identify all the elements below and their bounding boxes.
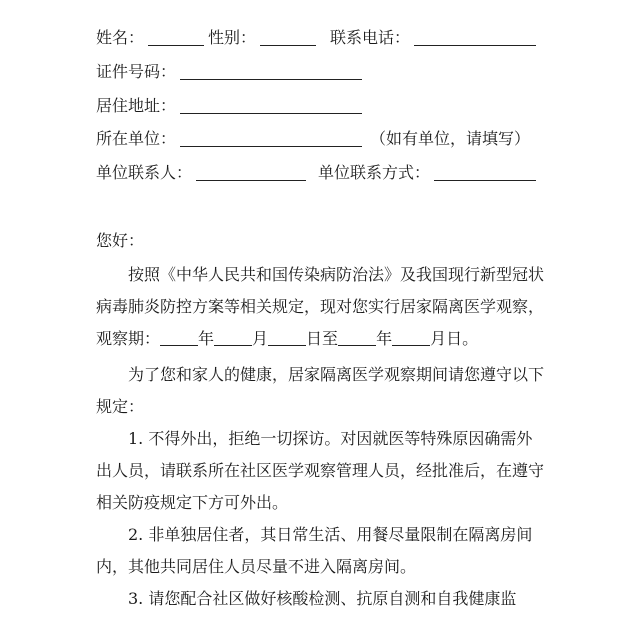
unit-note: （如有单位，请填写） [370, 129, 531, 148]
start-year-unit: 年 [198, 329, 215, 348]
form-row-unit-contact [96, 163, 540, 183]
unit-label: 所在单位： [96, 129, 177, 148]
id-label: 证件号码： [96, 62, 177, 81]
letter-body [96, 225, 548, 615]
observation-text: 按照《中华人民共和国传染病防治法》及我国现行新型冠状病毒肺炎防控方案等相关规定，现对您实行居家隔离医学观察，观察期： [96, 265, 545, 348]
phone-label: 联系电话： [330, 28, 411, 47]
form-row-id [96, 62, 366, 82]
name-blank[interactable] [148, 29, 204, 46]
form-row-unit [96, 129, 530, 149]
start-day-unit: 日至 [306, 329, 339, 348]
unit-contact-method-label: 单位联系方式： [318, 163, 431, 182]
unit-contact-label: 单位联系人： [96, 163, 193, 182]
gender-label: 性别： [208, 28, 257, 47]
unit-blank[interactable] [180, 130, 362, 147]
start-day-blank[interactable] [268, 331, 306, 346]
id-blank[interactable] [180, 63, 362, 80]
greeting: 您好： [96, 231, 145, 250]
address-blank[interactable] [180, 97, 362, 114]
form-row-name [96, 28, 540, 48]
unit-contact-blank[interactable] [196, 164, 306, 181]
gender-blank[interactable] [260, 29, 316, 46]
form-row-address [96, 96, 366, 116]
end-month-unit: 月 [430, 329, 447, 348]
paragraph-observation [96, 259, 548, 355]
unit-contact-method-blank[interactable] [434, 164, 536, 181]
rule-1: 1. 不得外出，拒绝一切探访。对因就医等特殊原因确需外出人员，请联系所在社区医学观察管理人员，经批准后，在遵守相关防疫规定下方可外出。 [96, 429, 545, 512]
rule-2: 2. 非单独居住者，其日常生活、用餐尽量限制在隔离房间内，其他共同居住人员尽量不进入隔离房间。 [96, 525, 533, 576]
start-month-unit: 月 [252, 329, 269, 348]
paragraph-rules-intro: 为了您和家人的健康，居家隔离医学观察期间请您遵守以下规定： [96, 365, 545, 416]
end-year-blank[interactable] [338, 331, 376, 346]
phone-blank[interactable] [414, 29, 536, 46]
end-month-blank[interactable] [392, 331, 430, 346]
start-year-blank[interactable] [160, 331, 198, 346]
name-label: 姓名： [96, 28, 145, 47]
address-label: 居住地址： [96, 96, 177, 115]
rule-3: 3. 请您配合社区做好核酸检测、抗原自测和自我健康监 [128, 589, 517, 608]
end-day-unit: 日。 [446, 329, 479, 348]
start-month-blank[interactable] [214, 331, 252, 346]
end-year-unit: 年 [376, 329, 393, 348]
